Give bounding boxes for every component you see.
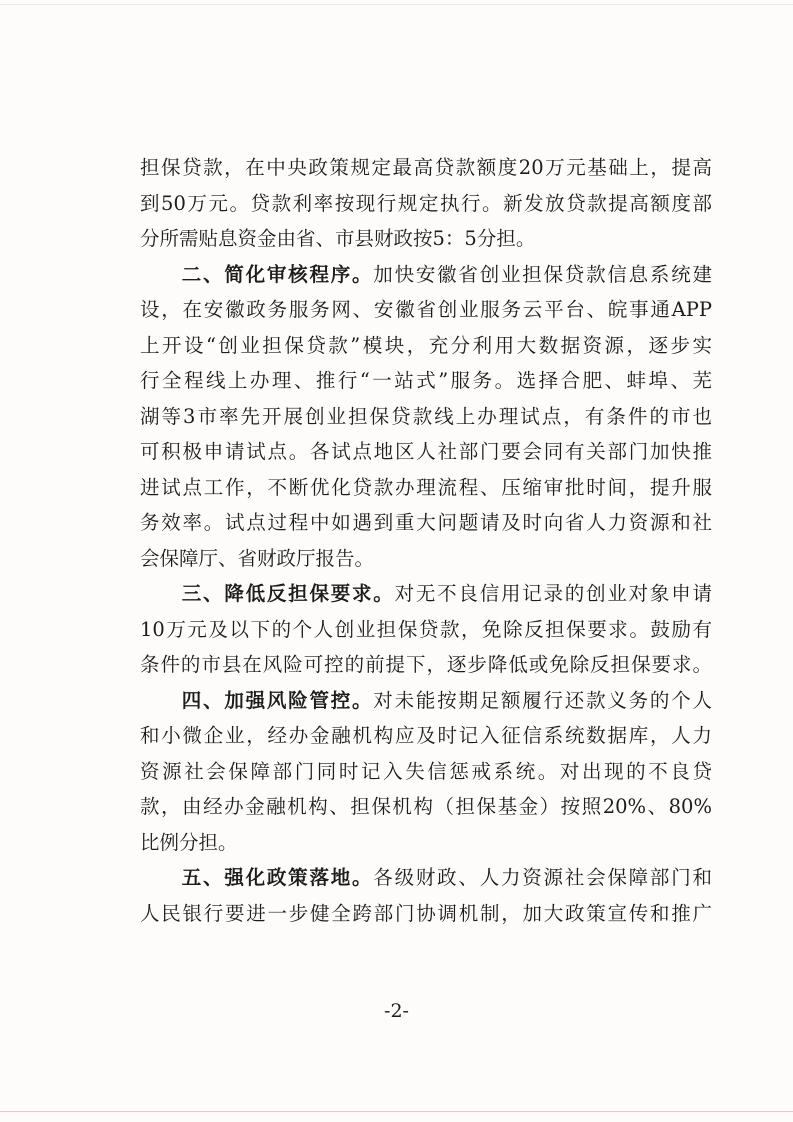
line-text: 比例分担。 [140, 830, 238, 854]
line-text: 人民银行要进一步健全跨部门协调机制，加大政策宣传和推广 [140, 901, 712, 925]
line-text: 分所需贴息资金由省、市县财政按5：5分担。 [140, 227, 536, 250]
text-line [140, 470, 712, 506]
scan-bottom-edge [0, 1111, 793, 1112]
line-text: 对未能按期足额履行还款义务的个人 [373, 688, 712, 712]
section-heading: 二、简化审核程序。 [180, 262, 374, 286]
text-line [140, 186, 712, 222]
text-line [140, 150, 712, 186]
text-line [140, 860, 712, 896]
text-line [140, 896, 712, 932]
line-text: 资源社会保障部门同时记入失信惩戒系统。对出现的不良贷 [140, 759, 712, 783]
text-line [140, 434, 712, 470]
text-line [140, 221, 712, 257]
line-text: 进试点工作，不断优化贷款办理流程、压缩审批时间，提升服 [140, 475, 712, 499]
text-line [140, 505, 712, 541]
line-text: 款，由经办金融机构、担保机构（担保基金）按照20%、80% [140, 795, 712, 818]
line-text: 条件的市县在风险可控的前提下，逐步降低或免除反担保要求。 [140, 653, 712, 676]
section-heading: 五、强化政策落地。 [180, 866, 374, 889]
line-text: 各级财政、人力资源社会保障部门和 [373, 866, 712, 889]
line-text: 10万元及以下的个人创业担保贷款，免除反担保要求。鼓励有 [140, 617, 712, 641]
line-text: 加快安徽省创业担保贷款信息系统建 [373, 262, 712, 286]
text-line [140, 789, 712, 825]
section-heading: 三、降低反担保要求。 [180, 582, 395, 605]
line-text: 行全程线上办理、推行“一站式”服务。选择合肥、蚌埠、芜 [140, 369, 712, 392]
scan-top-edge [0, 4, 793, 5]
text-line [140, 257, 712, 293]
line-text: 可积极申请试点。各试点地区人社部门要会同有关部门加快推 [140, 440, 712, 463]
text-line [140, 363, 712, 399]
text-line [140, 292, 712, 328]
body-text [140, 150, 712, 931]
line-text: 务效率。试点过程中如遇到重大问题请及时向省人力资源和社 [140, 511, 712, 534]
text-line [140, 612, 712, 648]
line-text: 和小微企业，经办金融机构应及时记入征信系统数据库，人力 [140, 724, 712, 747]
line-text: 设，在安徽政务服务网、安徽省创业服务云平台、皖事通APP [140, 298, 712, 321]
text-line [140, 825, 712, 861]
line-text: 湖等3市率先开展创业担保贷款线上办理试点，有条件的市也 [140, 404, 712, 428]
text-line [140, 541, 712, 577]
section-heading: 四、加强风险管控。 [180, 688, 374, 712]
text-line [140, 718, 712, 754]
text-line [140, 399, 712, 435]
line-text: 会保障厅、省财政厅报告。 [140, 546, 375, 570]
text-line [140, 754, 712, 790]
text-line [140, 647, 712, 683]
line-text: 对无不良信用记录的创业对象申请 [394, 582, 712, 605]
line-text: 担保贷款，在中央政策规定最高贷款额度20万元基础上，提高 [140, 156, 712, 179]
text-line [140, 683, 712, 719]
page-number: -2- [384, 1000, 409, 1022]
text-line [140, 328, 712, 364]
text-line [140, 576, 712, 612]
line-text: 到50万元。贷款利率按现行规定执行。新发放贷款提高额度部 [140, 191, 712, 215]
line-text: 上开设“创业担保贷款”模块，充分利用大数据资源，逐步实 [140, 333, 712, 357]
